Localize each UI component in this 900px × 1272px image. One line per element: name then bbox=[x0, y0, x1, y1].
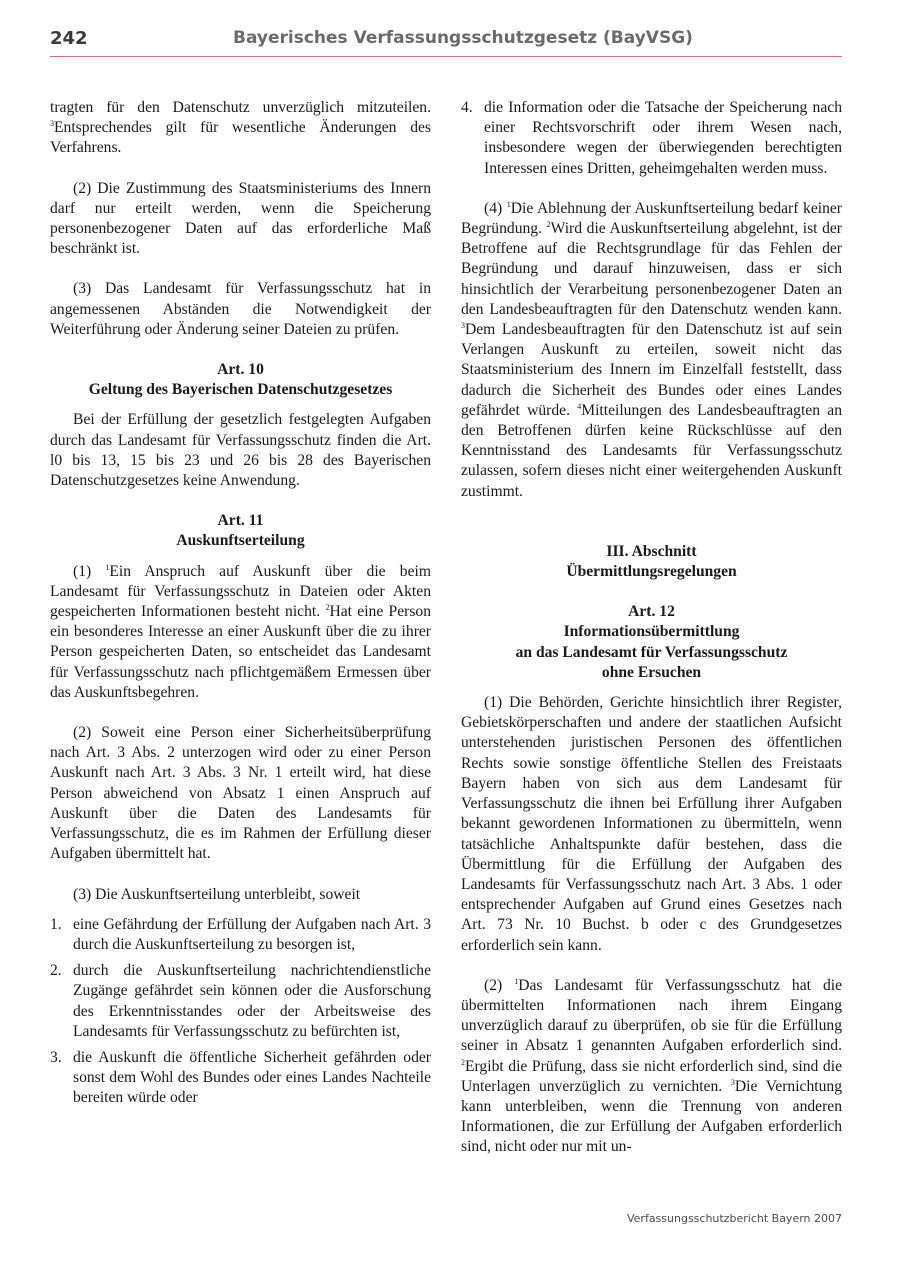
text: Das Landesamt für Verfassungsschutz hat die übermittelten Informationen nach ihrem Eingang unverzüglich darauf zu überprüfen, ob sie für die Erfüllung seiner in Absatz 1 genannten Aufgaben erforderlich sind. bbox=[461, 976, 842, 1055]
text: Mitteilungen des Landesbeauftragten an den Betroffenen dürfen keine Rückschlüsse auf den Kenntnisstand des Landesamts für Verfassungsschutz zulassen, sofern dieses nicht einer weitergehenden Auskunft zustimmt. bbox=[461, 401, 842, 500]
article-number: Art. 12 bbox=[628, 603, 675, 621]
section-title: Übermittlungsregelungen bbox=[566, 563, 737, 581]
article-title: Auskunftserteilung bbox=[176, 532, 305, 550]
paragraph: (3) Das Landesamt für Verfassungsschutz hat in angemessenen Abständen die Notwendigkeit der Weiterführung oder Änderung seiner Dateien zu prüfen. bbox=[50, 280, 431, 338]
list-item bbox=[50, 961, 431, 1042]
sentence-number: 3 bbox=[730, 1077, 735, 1087]
list-text: durch die Auskunftserteilung nachrichtendienstliche Zugänge gefährdet sein können oder die Ausforschung des Erkenntnisstandes oder der Arbeitsweise des Landesamts für Verfassungsschutz zu befürchten ist, bbox=[73, 962, 431, 1040]
text: Dem Landesbeauftragten für den Datenschutz ist auf sein Verlangen Auskunft zu erteilen, soweit nicht das Staatsministerium des Innern im Einzelfall feststellt, dass dadurch die Sicherheit des Bundes oder eines Landes gefährdet würde. bbox=[461, 321, 842, 419]
text: Die Ablehnung der Auskunftserteilung bedarf keiner Begründung. bbox=[461, 199, 842, 238]
article-title: Informationsübermittlung bbox=[563, 623, 740, 641]
paragraph: (1) Die Behörden, Gerichte hinsichtlich ihrer Register, Gebietskörperschaften und andere der staatlichen Aufsicht unterstehenden juristischen Personen des öffentlichen Rechts sowie sonstige öffentliche Stellen des Freistaats Bayern haben von sich aus dem Landesamt für Verfassungsschutz die ihnen bei Erfüllung ihrer Aufgaben bekannt gewordenen Informationen zu übermitteln, wenn tatsächliche Anhaltspunkte dafür bestehen, dass die Übermittlung für die Erfüllung der Aufgaben des Landesamts für Verfassungsschutz nach Art. 3 Abs. 1 oder entsprechender Aufgaben auf Grund eines Gesetzes nach Art. 73 Nr. 10 Buchst. b oder c des Grundgesetzes erforderlich sein kann. bbox=[461, 694, 842, 954]
list-text: die Auskunft die öffentliche Sicherheit gefährden oder sonst dem Wohl des Bundes oder eines Landes Nachteile bereiten würde oder bbox=[73, 1048, 431, 1107]
page-number: 242 bbox=[50, 28, 88, 49]
sentence-number: 2 bbox=[325, 602, 330, 612]
text: (1) bbox=[73, 562, 106, 580]
paragraph: Bei der Erfüllung der gesetzlich festgelegten Aufgaben durch das Landesamt für Verfassungsschutz finden die Art. l0 bis 13, 15 bis 23 und 26 bis 28 des Bayerischen Datenschutzgesetzes keine Anwendung. bbox=[50, 411, 431, 490]
sentence-number: 3 bbox=[461, 320, 465, 330]
section-number: III. Abschnitt bbox=[606, 542, 697, 560]
running-title: Bayerisches Verfassungsschutzgesetz (BayVSG) bbox=[233, 28, 693, 48]
paragraph: (3) Die Auskunftserteilung unterbleibt, soweit bbox=[73, 885, 361, 903]
text: Ein Anspruch auf Auskunft über die beim Landesamt für Verfassungsschutz in Dateien oder Akten gespeicherten Informationen besteht nicht. bbox=[50, 562, 431, 621]
text: Ergibt die Prüfung, dass sie nicht erforderlich sind, sind die Unterlagen unverzüglich zu vernichten. bbox=[461, 1057, 842, 1095]
article-title: Geltung des Bayerischen Datenschutzgesetzes bbox=[88, 381, 393, 399]
paragraph bbox=[50, 562, 431, 703]
list-item bbox=[50, 1048, 431, 1109]
text: (2) bbox=[484, 976, 515, 994]
sentence-number: 4 bbox=[577, 401, 582, 411]
left-column bbox=[50, 98, 431, 1109]
list-item bbox=[50, 915, 431, 955]
sentence-number: 3 bbox=[50, 119, 54, 129]
text: Die Vernichtung kann unterbleiben, wenn die Trennung von anderen Informationen, die zur Erfüllung der Aufgaben erforderlich sind, nicht oder nur mit un- bbox=[461, 1077, 842, 1156]
list-item bbox=[461, 98, 842, 179]
sentence-number: 1 bbox=[514, 976, 519, 986]
text: (4) bbox=[484, 199, 507, 217]
list-number: 2. bbox=[50, 962, 62, 980]
paragraph bbox=[461, 199, 842, 502]
article-number: Art. 10 bbox=[217, 361, 264, 379]
article-number: Art. 11 bbox=[217, 512, 264, 530]
page-footer: Verfassungsschutzbericht Bayern 2007 bbox=[626, 1212, 842, 1225]
paragraph bbox=[461, 976, 842, 1158]
sentence-number: 1 bbox=[506, 199, 511, 209]
text: Hat eine Person ein besonderes Interesse an einer Auskunft über die zu ihrer Person gespeicherten Daten, so entscheidet das Landesamt für Verfassungsschutz nach pflichtgemäßem Ermessen über das Auskunftsbegehren. bbox=[50, 603, 432, 701]
page-header bbox=[50, 26, 842, 57]
paragraph: (2) Soweit eine Person einer Sicherheitsüberprüfung nach Art. 3 Abs. 2 unterzogen wird oder zu einer Person Auskunft nach Art. 3 Abs. 3 Nr. 1 erteilt wird, hat diese Person abweichend von Absatz 1 einen Anspruch auf Auskunft über die Daten des Landesamts für Verfassungsschutz, die es im Rahmen der Erfüllung dieser Aufgaben übermittelt hat. bbox=[50, 724, 431, 863]
article-title: an das Landesamt für Verfassungsschutz bbox=[515, 643, 788, 661]
sentence-number: 1 bbox=[105, 562, 110, 572]
text: Entsprechendes gilt für wesentliche Änderungen des Verfahrens. bbox=[50, 119, 431, 157]
text: tragten für den Datenschutz unverzüglich mitzuteilen. bbox=[50, 99, 431, 116]
list-text: eine Gefährdung der Erfüllung der Aufgaben nach Art. 3 durch die Auskunftserteilung zu besorgen ist, bbox=[73, 915, 431, 953]
list-number: 4. bbox=[461, 99, 473, 116]
text: Wird die Auskunftserteilung abgelehnt, ist der Betroffene auf die Rechtsgrundlage für das Fehlen der Begründung und darauf hinzuweisen, dass er sich hinsichtlich der Verarbeitung personenbezogener Daten an den Landesbeauftragten für den Datenschutz wenden kann. bbox=[461, 220, 842, 318]
sentence-number: 2 bbox=[546, 219, 551, 229]
list-number: 1. bbox=[50, 915, 62, 933]
list-text: die Information oder die Tatsache der Speicherung nach einer Rechtsvorschrift oder ihrem Wesen nach, insbesondere wegen der überwiegenden berechtigten Interessen eines Dritten, geheimgehalten werden muss. bbox=[484, 99, 842, 177]
article-title: ohne Ersuchen bbox=[601, 663, 702, 681]
list-number: 3. bbox=[50, 1048, 62, 1066]
sentence-number: 2 bbox=[461, 1057, 465, 1067]
paragraph bbox=[50, 98, 431, 159]
right-column bbox=[461, 98, 842, 1158]
paragraph: (2) Die Zustimmung des Staatsministeriums des Innern darf nur erteilt werden, wenn die Speicherung personenbezogener Daten auf das erforderliche Maß beschränkt ist. bbox=[50, 179, 431, 258]
